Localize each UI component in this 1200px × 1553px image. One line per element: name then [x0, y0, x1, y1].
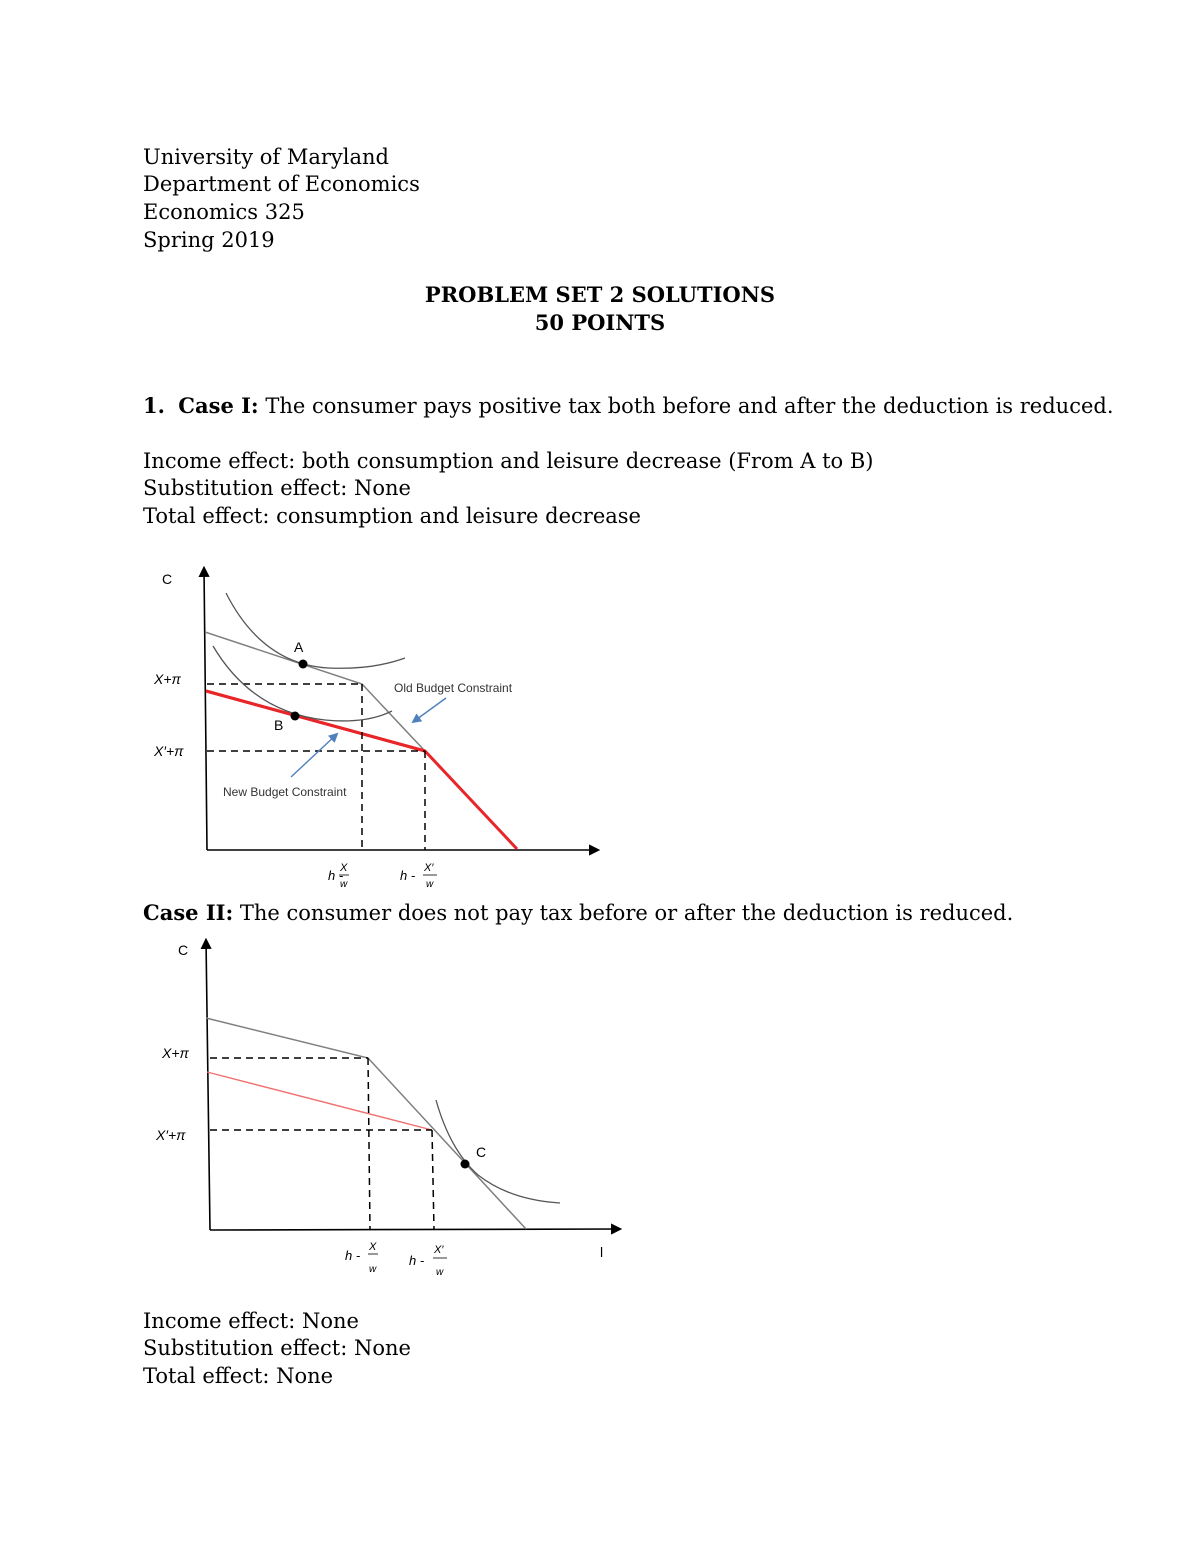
case2-point-c: [461, 1160, 470, 1169]
case1-tick-w1: w: [340, 879, 348, 890]
case1-tick-h1: h -: [328, 868, 344, 883]
case1-new-budget-label: New Budget Constraint: [223, 785, 347, 799]
case2-tick-xprime: X′: [434, 1244, 444, 1256]
case1-old-budget-label: Old Budget Constraint: [394, 681, 513, 695]
case1-tick-xpi: X+π: [154, 671, 181, 687]
case1-substitution-effect: Substitution effect: None: [143, 476, 411, 500]
term: Spring 2019: [143, 228, 275, 252]
case2-substitution-effect: Substitution effect: None: [143, 1336, 411, 1360]
case2-tick-h2: h -: [409, 1253, 425, 1268]
doc-title: PROBLEM SET 2 SOLUTIONS: [424, 282, 776, 307]
case1-number: 1.: [143, 393, 165, 418]
case1-text: The consumer pays positive tax both before and after the deduction is reduced.: [258, 394, 1114, 418]
case2-tick-w2: w: [436, 1267, 444, 1278]
case2-tick-xprimepi: X′+π: [156, 1127, 186, 1143]
case1-tick-xprimepi: X′+π: [154, 743, 184, 759]
case2-x-label: l: [600, 1244, 604, 1260]
case1-label: Case I:: [178, 393, 259, 418]
case2-tick-h1: h -: [345, 1248, 361, 1263]
case2-new-budget-line: [207, 1072, 432, 1130]
department-name: Department of Economics: [143, 172, 420, 196]
university-name: University of Maryland: [143, 145, 389, 169]
case2-income-effect: Income effect: None: [143, 1309, 359, 1333]
case1-label-a: A: [294, 639, 304, 655]
case2-y-label: C: [178, 942, 189, 958]
case2-dash-hxprime: [432, 1130, 434, 1230]
course-name: Economics 325: [143, 200, 305, 224]
case2-y-axis: [206, 940, 210, 1230]
case2-label: Case II:: [143, 900, 234, 925]
case2-label-c: C: [476, 1144, 487, 1160]
case1-tick-h2: h -: [400, 868, 416, 883]
case1-label-b: B: [274, 717, 284, 733]
case2-dash-hx: [368, 1058, 370, 1230]
case1-tick-w2: w: [426, 879, 434, 890]
case1-tick-xprime: X′: [424, 862, 434, 874]
case1-income-effect: Income effect: both consumption and leisure decrease (From A to B): [143, 449, 874, 473]
case1-tick-x: X: [340, 862, 348, 874]
case2-text: The consumer does not pay tax before or after the deduction is reduced.: [233, 901, 1014, 925]
case2-tick-w1: w: [369, 1264, 377, 1275]
doc-points: 50 POINTS: [534, 310, 666, 335]
case2-tick-x: X: [369, 1241, 377, 1253]
case2-total-effect: Total effect: None: [143, 1364, 334, 1388]
case2-old-budget-line: [206, 1018, 526, 1229]
case2-x-axis: [210, 1229, 620, 1230]
case1-y-label: C: [162, 571, 173, 587]
case2-tick-xpi: X+π: [162, 1045, 189, 1061]
case1-total-effect: Total effect: consumption and leisure decrease: [143, 504, 641, 528]
